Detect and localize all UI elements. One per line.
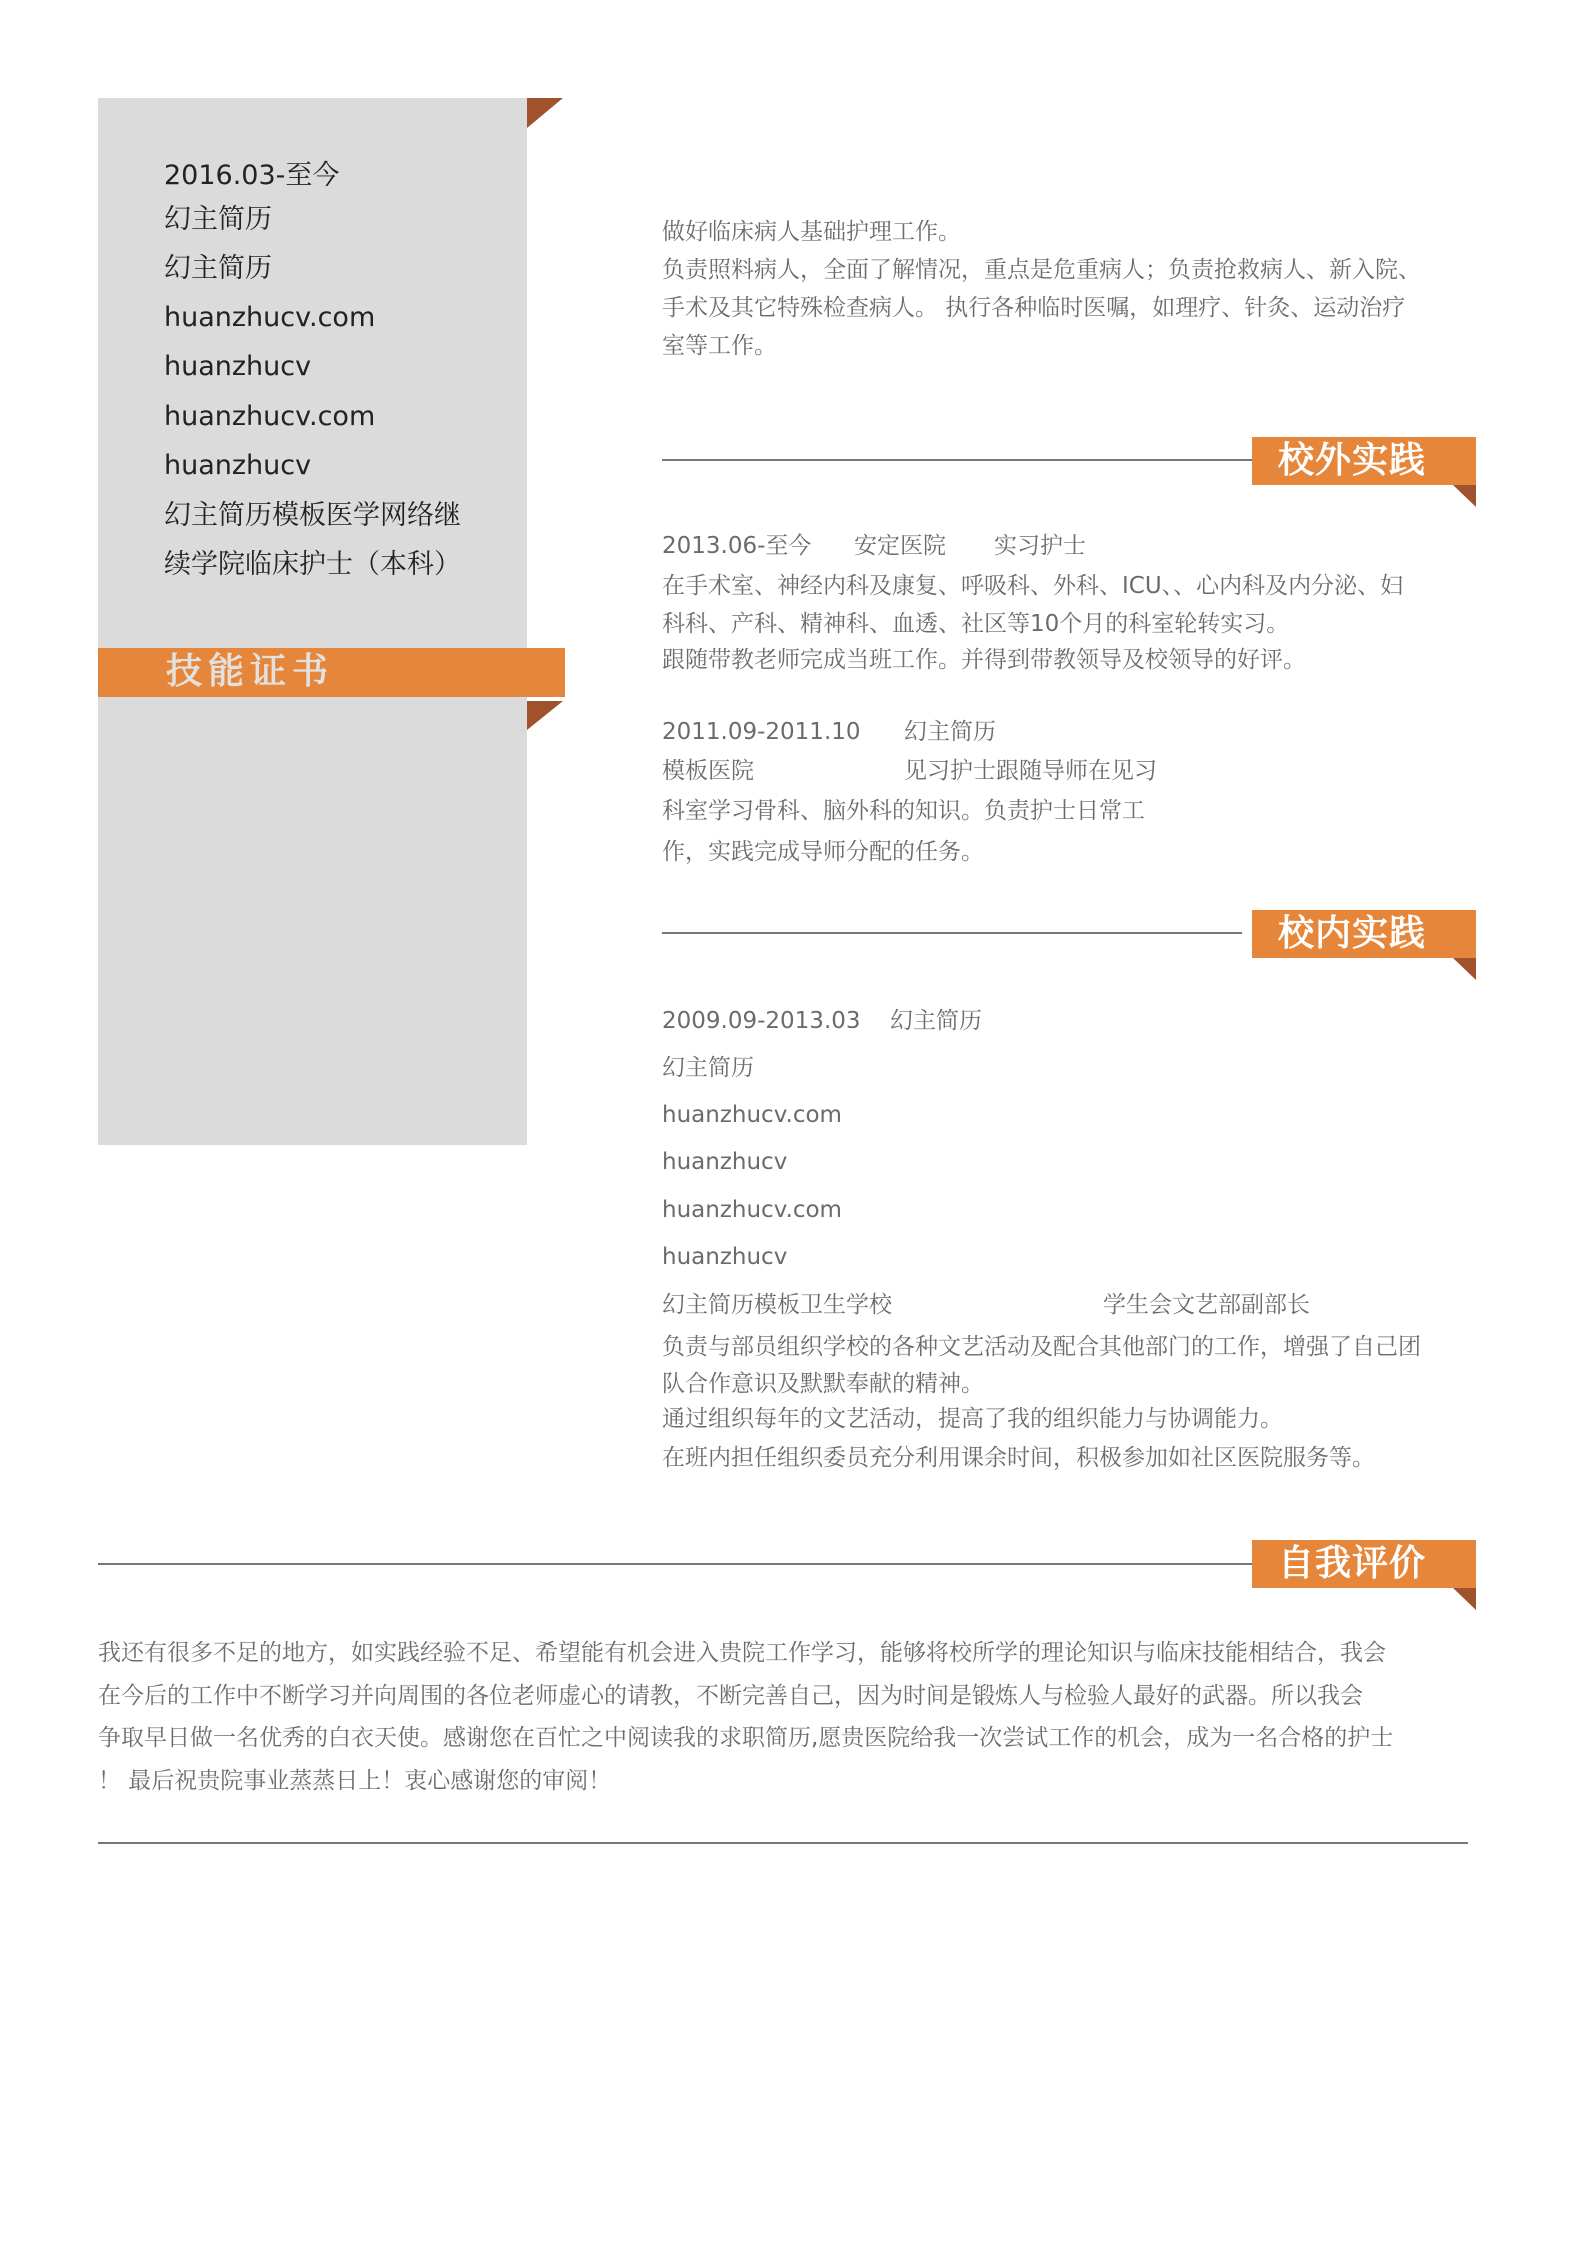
on-campus-section-title: 校内实践	[1278, 913, 1427, 954]
section-divider	[662, 932, 1242, 934]
self-eval-line: 在今后的工作中不断学习并向周围的各位老师虚心的请教，不断完善自己，因为时间是锻炼人与检验人最好的武器。所以我会	[98, 1683, 1363, 1709]
corner-fold-decoration	[527, 98, 563, 128]
education-line: huanzhucv	[164, 351, 312, 382]
skills-section-header	[98, 648, 565, 697]
education-line: huanzhucv.com	[164, 302, 376, 333]
work-description-line: 室等工作。	[662, 333, 777, 359]
entry-date: 2011.09-2011.10	[662, 719, 861, 745]
self-eval-line: 我还有很多不足的地方，如实践经验不足、希望能有机会进入贵院工作学习，能够将校所学的理论知识与临床技能相结合，我会	[98, 1640, 1386, 1666]
entry-role: 见习护士跟随导师在见习	[904, 758, 1157, 784]
education-date: 2016.03-至今	[164, 160, 340, 191]
self-eval-section-header	[1252, 1540, 1476, 1588]
badge-fold-decoration	[1453, 958, 1476, 980]
entry-description-line: 在手术室、神经内科及康复、呼吸科、外科、ICU、、心内科及内分泌、妇	[662, 573, 1404, 599]
entry-org: 幻主简历	[904, 719, 996, 745]
section-divider	[98, 1563, 1252, 1565]
entry-description-line: 科科、产科、精神科、血透、社区等10个月的科室轮转实习。	[662, 611, 1290, 637]
entry-date: 2013.06-至今	[662, 533, 812, 559]
education-line: huanzhucv.com	[164, 401, 376, 432]
off-campus-section-title: 校外实践	[1278, 440, 1427, 481]
entry-item: huanzhucv	[662, 1149, 788, 1175]
off-campus-section-header	[1252, 437, 1476, 485]
entry-description-line: 跟随带教老师完成当班工作。并得到带教领导及校领导的好评。	[662, 647, 1306, 673]
self-eval-line: ！ 最后祝贵院事业蒸蒸日上！衷心感谢您的审阅！	[98, 1768, 612, 1794]
entry-description-line: 科室学习骨科、脑外科的知识。负责护士日常工	[662, 798, 1145, 824]
education-line: 幻主简历模板医学网络继	[164, 500, 461, 531]
entry-description-line: 在班内担任组织委员充分利用课余时间，积极参加如社区医院服务等。	[662, 1445, 1375, 1471]
left-sidebar-panel	[98, 98, 527, 1145]
education-line: 续学院临床护士（本科）	[164, 549, 461, 580]
entry-position: 学生会文艺部副部长	[1103, 1292, 1310, 1318]
entry-date: 2009.09-2013.03	[662, 1008, 861, 1034]
entry-item: huanzhucv.com	[662, 1102, 842, 1128]
entry-org: 安定医院	[854, 533, 946, 559]
self-eval-line: 争取早日做一名优秀的白衣天使。感谢您在百忙之中阅读我的求职简历,愿贵医院给我一次尝试工作的机会，成为一名合格的护士	[98, 1725, 1394, 1751]
entry-school: 幻主简历模板卫生学校	[662, 1292, 892, 1318]
entry-place: 模板医院	[662, 758, 754, 784]
entry-description-line: 负责与部员组织学校的各种文艺活动及配合其他部门的工作，增强了自己团	[662, 1334, 1421, 1360]
bottom-divider	[98, 1842, 1468, 1844]
work-description-line: 手术及其它特殊检查病人。 执行各种临时医嘱，如理疗、针灸、运动治疗	[662, 295, 1406, 321]
education-line: 幻主简历	[164, 253, 272, 284]
badge-fold-decoration	[1453, 1588, 1476, 1610]
entry-role: 实习护士	[994, 533, 1086, 559]
entry-description-line: 作，实践完成导师分配的任务。	[662, 839, 984, 865]
entry-description-line: 队合作意识及默默奉献的精神。	[662, 1371, 984, 1397]
entry-item: huanzhucv	[662, 1244, 788, 1270]
work-description-line: 负责照料病人，全面了解情况，重点是危重病人；负责抢救病人、新入院、	[662, 257, 1421, 283]
on-campus-section-header	[1252, 910, 1476, 958]
self-eval-section-title: 自我评价	[1278, 1543, 1427, 1584]
work-description-line: 做好临床病人基础护理工作。	[662, 219, 961, 245]
education-line: huanzhucv	[164, 450, 312, 481]
entry-item: 幻主简历	[662, 1055, 754, 1081]
corner-fold-decoration	[527, 701, 563, 730]
education-line: 幻主简历	[164, 204, 272, 235]
skills-section-title: 技能证书	[166, 651, 335, 692]
badge-fold-decoration	[1453, 485, 1476, 507]
entry-item: huanzhucv.com	[662, 1197, 842, 1223]
entry-description-line: 通过组织每年的文艺活动，提高了我的组织能力与协调能力。	[662, 1406, 1283, 1432]
entry-org: 幻主简历	[890, 1008, 982, 1034]
section-divider	[662, 459, 1252, 461]
